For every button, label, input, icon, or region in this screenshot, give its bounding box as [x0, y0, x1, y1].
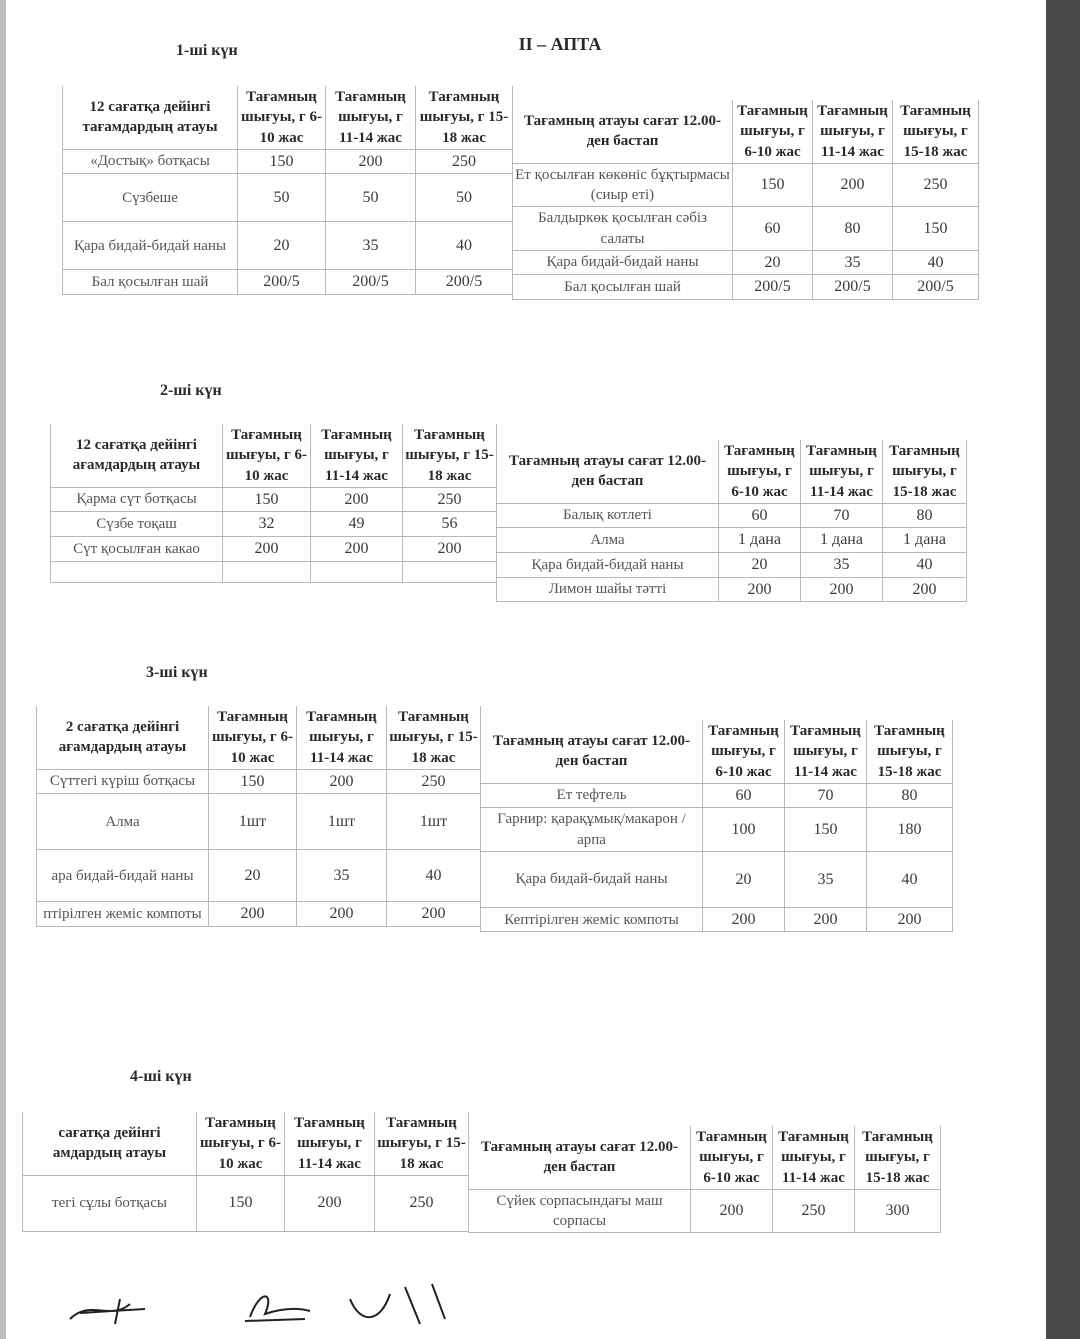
week-title: II – АПТА: [518, 34, 602, 54]
column-header: Тағамның шығуы, г 6-10 жас: [733, 100, 813, 163]
portion-11-14: 200/5: [326, 270, 416, 295]
table-row: [51, 536, 497, 561]
table-row: [513, 275, 979, 300]
portion-15-18: 40: [387, 850, 481, 902]
portion-11-14: 1 дана: [801, 528, 883, 553]
menu-table-after-noon: [468, 1126, 941, 1233]
portion-15-18: 1шт: [387, 794, 481, 850]
table-row: [481, 808, 953, 852]
portion-15-18: 250: [893, 163, 979, 207]
portion-11-14: 200: [813, 163, 893, 207]
day-label: 2-ші күн: [160, 382, 222, 399]
portion-6-10: 150: [238, 149, 326, 174]
portion-6-10: 150: [197, 1175, 285, 1231]
portion-15-18: 40: [867, 851, 953, 907]
column-header: Тағамның шығуы, г 6-10 жас: [209, 706, 297, 769]
portion-15-18: 250: [387, 769, 481, 794]
portion-6-10: 200: [703, 907, 785, 932]
portion-11-14: 200: [801, 577, 883, 602]
portion-6-10: 150: [733, 163, 813, 207]
column-header: Тағамның шығуы, г 15-18 жас: [855, 1126, 941, 1189]
portion-15-18: 200: [387, 902, 481, 927]
menu-table-after-noon: [512, 100, 979, 300]
dish-name: тегі сұлы ботқасы: [23, 1175, 197, 1231]
portion-11-14: 200: [311, 487, 403, 512]
portion-11-14: 35: [813, 250, 893, 275]
table-row: [481, 783, 953, 808]
column-header: Тағамның шығуы, г 6-10 жас: [223, 424, 311, 487]
portion-11-14: 35: [785, 851, 867, 907]
table-row: [51, 561, 497, 582]
portion-6-10: 20: [719, 552, 801, 577]
dish-name: Сүзбе тоқаш: [51, 512, 223, 537]
column-header: Тағамның атауы сағат 12.00-ден бастап: [481, 720, 703, 783]
menu-table-before-noon: [62, 86, 513, 295]
portion-6-10: 150: [209, 769, 297, 794]
column-header: Тағамның атауы сағат 12.00-ден бастап: [513, 100, 733, 163]
column-header: Тағамның шығуы, г 15-18 жас: [883, 440, 967, 503]
portion-11-14: 200: [297, 769, 387, 794]
portion-11-14: 200: [297, 902, 387, 927]
portion-11-14: 1шт: [297, 794, 387, 850]
signature-mark: [350, 1284, 445, 1324]
column-header: Тағамның шығуы, г 11-14 жас: [326, 86, 416, 149]
column-header: Тағамның шығуы, г 15-18 жас: [403, 424, 497, 487]
portion-15-18: 250: [375, 1175, 469, 1231]
table-row: [497, 577, 967, 602]
table-row: [51, 512, 497, 537]
day-label: 3-ші күн: [146, 664, 208, 681]
dish-name: Лимон шайы тәтті: [497, 577, 719, 602]
column-header: Тағамның шығуы, г 11-14 жас: [813, 100, 893, 163]
dish-name: Қара бидай-бидай наны: [63, 222, 238, 270]
column-header: Тағамның шығуы, г 6-10 жас: [197, 1112, 285, 1175]
column-header: Тағамның атауы сағат 12.00-ден бастап: [469, 1126, 691, 1189]
portion-11-14: 35: [326, 222, 416, 270]
table-row: [497, 552, 967, 577]
portion-15-18: 80: [867, 783, 953, 808]
table-row: [481, 851, 953, 907]
portion-6-10: 20: [209, 850, 297, 902]
portion-11-14: 35: [297, 850, 387, 902]
dish-name: Сүйек сорпасындағы маш сорпасы: [469, 1189, 691, 1233]
column-header: Тағамның шығуы, г 6-10 жас: [238, 86, 326, 149]
signature-mark: [70, 1299, 145, 1324]
portion-11-14: 70: [785, 783, 867, 808]
portion-15-18: 40: [883, 552, 967, 577]
table-row: [37, 769, 481, 794]
table-row: [63, 149, 513, 174]
menu-table-before-noon: [22, 1112, 469, 1232]
table-row: [51, 487, 497, 512]
dish-name: Сүт қосылған какао: [51, 536, 223, 561]
portion-15-18: 200/5: [893, 275, 979, 300]
portion-11-14: 200: [311, 536, 403, 561]
portion-11-14: 150: [785, 808, 867, 852]
portion-6-10: 200: [691, 1189, 773, 1233]
portion-15-18: 80: [883, 503, 967, 528]
portion-11-14: 35: [801, 552, 883, 577]
portion-6-10: 150: [223, 487, 311, 512]
table-row: [37, 850, 481, 902]
portion-6-10: 200/5: [733, 275, 813, 300]
dish-name: Сүттегі күріш ботқасы: [37, 769, 209, 794]
table-row: [481, 907, 953, 932]
dish-name: Қара бидай-бидай наны: [481, 851, 703, 907]
portion-6-10: 32: [223, 512, 311, 537]
dish-name: Бал қосылған шай: [513, 275, 733, 300]
dish-name: Қарма сүт ботқасы: [51, 487, 223, 512]
dish-name: Бал қосылған шай: [63, 270, 238, 295]
portion-6-10: 60: [719, 503, 801, 528]
portion-15-18: 40: [893, 250, 979, 275]
portion-6-10: 20: [238, 222, 326, 270]
table-row: [469, 1189, 941, 1233]
column-header: Тағамның шығуы, г 6-10 жас: [719, 440, 801, 503]
menu-table-after-noon: [480, 720, 953, 932]
portion-6-10: 20: [703, 851, 785, 907]
dish-name: Алма: [37, 794, 209, 850]
portion-15-18: 200: [403, 536, 497, 561]
column-header: сағатқа дейінгі амдардың атауы: [23, 1112, 197, 1175]
table-row: [63, 222, 513, 270]
portion-15-18: 150: [893, 207, 979, 251]
scan-edge-left: [0, 0, 6, 1339]
signatures: [60, 1279, 460, 1329]
signature-mark: [245, 1296, 310, 1321]
column-header: Тағамның шығуы, г 15-18 жас: [416, 86, 513, 149]
dish-name: ара бидай-бидай наны: [37, 850, 209, 902]
portion-6-10: 50: [238, 174, 326, 222]
dish-name: Қара бидай-бидай наны: [513, 250, 733, 275]
column-header: 2 сағатқа дейінгі ағамдардың атауы: [37, 706, 209, 769]
portion-15-18: 250: [403, 487, 497, 512]
dish-name: Гарнир: қарақұмық/макарон / арпа: [481, 808, 703, 852]
column-header: Тағамның шығуы, г 11-14 жас: [801, 440, 883, 503]
column-header: Тағамның атауы сағат 12.00-ден бастап: [497, 440, 719, 503]
table-row: [497, 528, 967, 553]
table-row: [23, 1175, 469, 1231]
portion-11-14: 80: [813, 207, 893, 251]
portion-6-10: 200: [209, 902, 297, 927]
column-header: Тағамның шығуы, г 15-18 жас: [893, 100, 979, 163]
portion-11-14: 200: [326, 149, 416, 174]
column-header: Тағамның шығуы, г 6-10 жас: [691, 1126, 773, 1189]
column-header: 12 сағатқа дейінгі ағамдардың атауы: [51, 424, 223, 487]
dish-name: Ет тефтель: [481, 783, 703, 808]
portion-15-18: 56: [403, 512, 497, 537]
portion-6-10: 100: [703, 808, 785, 852]
menu-table-after-noon: [496, 440, 967, 602]
dish-name: Сүзбеше: [63, 174, 238, 222]
column-header: 12 сағатқа дейінгі тағамдардың атауы: [63, 86, 238, 149]
column-header: Тағамның шығуы, г 15-18 жас: [387, 706, 481, 769]
portion-15-18: 300: [855, 1189, 941, 1233]
table-row: [513, 207, 979, 251]
dish-name: Алма: [497, 528, 719, 553]
table-row: [497, 503, 967, 528]
portion-6-10: 1шт: [209, 794, 297, 850]
portion-15-18: 1 дана: [883, 528, 967, 553]
portion-6-10: 200/5: [238, 270, 326, 295]
day-label: 1-ші күн: [176, 42, 238, 59]
dish-name: Балық котлеті: [497, 503, 719, 528]
column-header: Тағамның шығуы, г 6-10 жас: [703, 720, 785, 783]
portion-15-18: 180: [867, 808, 953, 852]
column-header: Тағамның шығуы, г 11-14 жас: [773, 1126, 855, 1189]
portion-11-14: 250: [773, 1189, 855, 1233]
portion-11-14: 200: [285, 1175, 375, 1231]
dish-name: Балдыркөк қосылған сәбіз салаты: [513, 207, 733, 251]
column-header: Тағамның шығуы, г 15-18 жас: [867, 720, 953, 783]
portion-6-10: 60: [703, 783, 785, 808]
column-header: Тағамның шығуы, г 11-14 жас: [785, 720, 867, 783]
column-header: Тағамның шығуы, г 15-18 жас: [375, 1112, 469, 1175]
dish-name: «Достық» ботқасы: [63, 149, 238, 174]
menu-table-before-noon: [50, 424, 497, 583]
portion-11-14: 200/5: [813, 275, 893, 300]
day-label: 4-ші күн: [130, 1068, 192, 1085]
portion-15-18: 200/5: [416, 270, 513, 295]
dish-name: Қара бидай-бидай наны: [497, 552, 719, 577]
column-header: Тағамның шығуы, г 11-14 жас: [311, 424, 403, 487]
table-row: [63, 270, 513, 295]
column-header: Тағамның шығуы, г 11-14 жас: [285, 1112, 375, 1175]
portion-15-18: 40: [416, 222, 513, 270]
portion-15-18: 250: [416, 149, 513, 174]
table-row: [513, 250, 979, 275]
table-row: [37, 794, 481, 850]
portion-15-18: 50: [416, 174, 513, 222]
portion-6-10: 200: [719, 577, 801, 602]
dish-name: Ет қосылған көкөніс бұқтырмасы (сиыр еті): [513, 163, 733, 207]
portion-6-10: 1 дана: [719, 528, 801, 553]
portion-11-14: 200: [785, 907, 867, 932]
table-row: [37, 902, 481, 927]
column-header: Тағамның шығуы, г 11-14 жас: [297, 706, 387, 769]
portion-11-14: 50: [326, 174, 416, 222]
portion-6-10: 200: [223, 536, 311, 561]
dish-name: птірілген жеміс компоты: [37, 902, 209, 927]
portion-6-10: 20: [733, 250, 813, 275]
table-row: [63, 174, 513, 222]
portion-11-14: 49: [311, 512, 403, 537]
portion-15-18: 200: [867, 907, 953, 932]
scan-background: [1046, 0, 1080, 1339]
portion-6-10: 60: [733, 207, 813, 251]
portion-11-14: 70: [801, 503, 883, 528]
table-row: [513, 163, 979, 207]
menu-table-before-noon: [36, 706, 481, 927]
dish-name: Кептірілген жеміс компоты: [481, 907, 703, 932]
portion-15-18: 200: [883, 577, 967, 602]
